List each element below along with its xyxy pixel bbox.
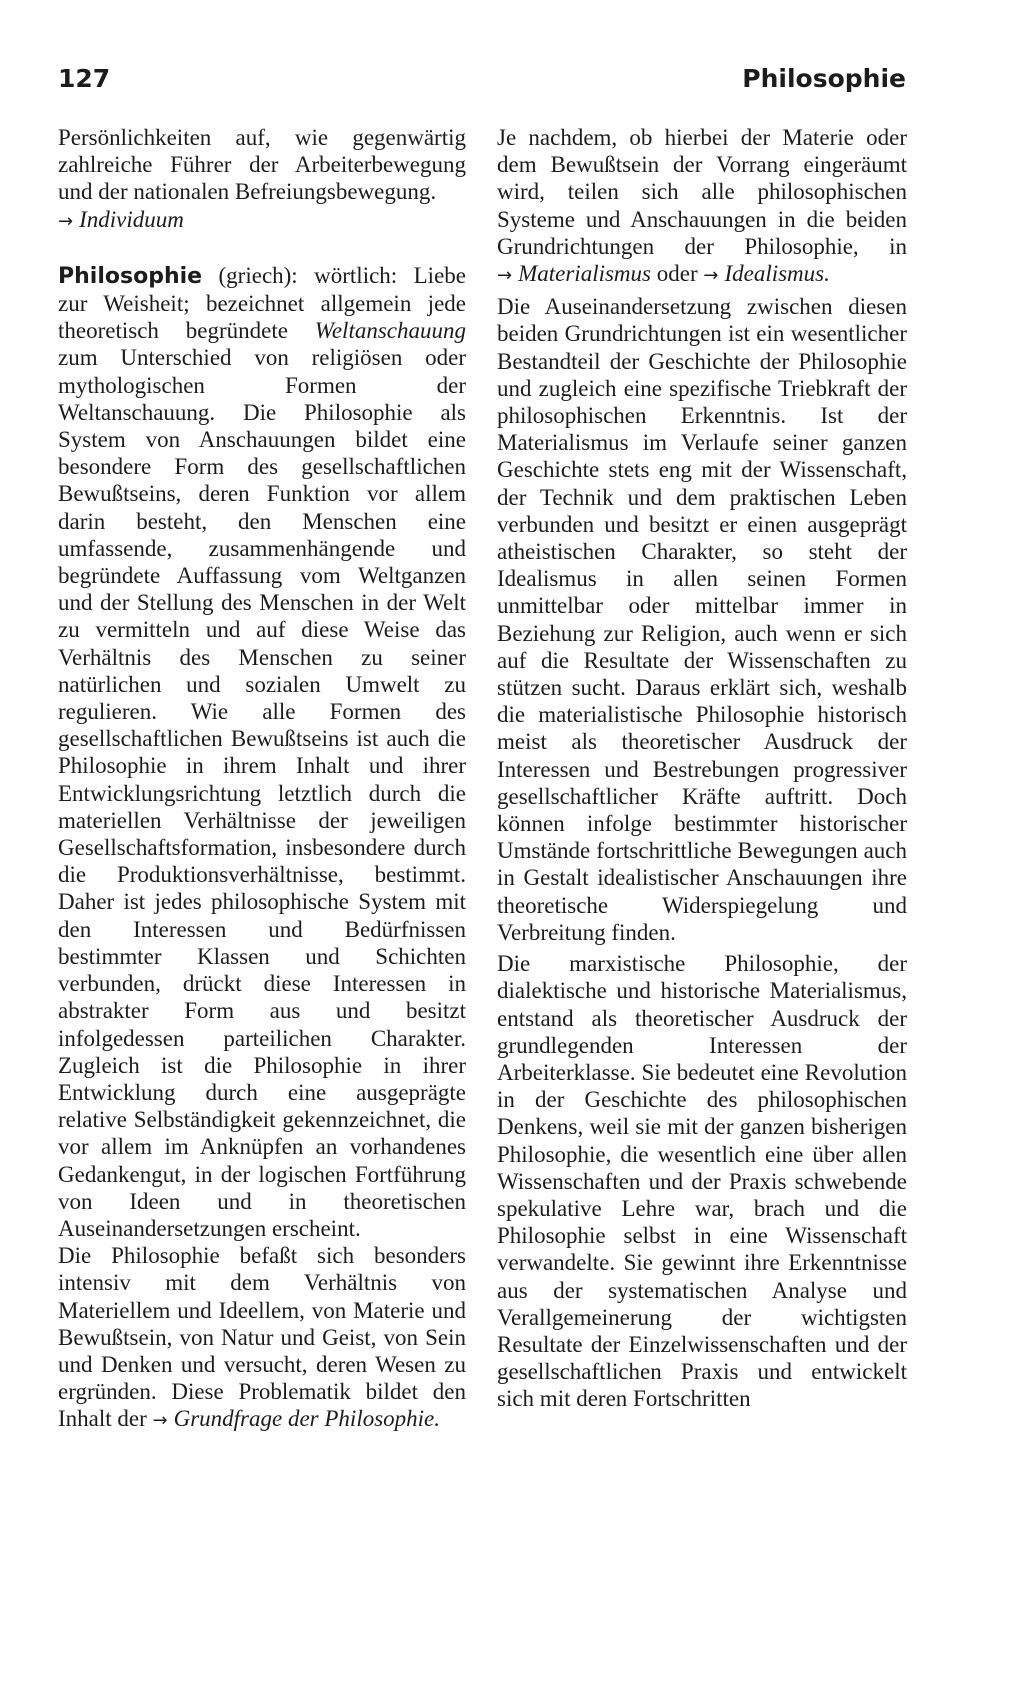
arrow-right-icon: → — [152, 1410, 168, 1432]
xref-materialismus[interactable]: Materialismus — [518, 261, 651, 287]
entry-p1-text-a: (griech): wörtlich: Liebe zur Weisheit; bezeichnet allgemein jede theoretisch begründete — [58, 262, 466, 344]
arrow-right-icon: → — [58, 210, 74, 232]
right-paragraph-1 — [497, 124, 907, 289]
right-p1-text-b: oder — [650, 261, 704, 287]
xref-individuum[interactable]: Individuum — [79, 206, 184, 232]
right-p1-text-a: Je nachdem, ob hierbei der Materie oder dem Bewußtsein der Vorrang eingeräumt wird, teilen sich alle philosophischen Systeme und Anschauungen in die beiden Grundrichtungen der Philosophie, in — [497, 125, 907, 259]
entry-p1-emphasis: Weltanschauung — [314, 318, 466, 344]
running-head: Philosophie — [742, 64, 906, 93]
right-column — [497, 124, 907, 1413]
entry-paragraph-2 — [58, 1242, 466, 1434]
page-header — [58, 64, 906, 104]
entry-spacer — [58, 235, 466, 262]
entry-headword: Philosophie — [58, 263, 203, 289]
cross-reference[interactable] — [58, 206, 466, 235]
xref-grundfrage[interactable]: Grundfrage der Philosophie. — [173, 1406, 441, 1432]
left-column — [58, 124, 466, 1435]
arrow-right-icon: → — [703, 265, 719, 287]
xref-idealismus[interactable]: Idealismus. — [724, 261, 830, 287]
page-number: 127 — [58, 64, 111, 93]
continuation-paragraph: Persönlichkeiten auf, wie gegenwärtig zahlreiche Führer der Arbeiterbewegung und der nationalen Befreiungsbewegung. — [58, 125, 466, 205]
right-paragraph-3: Die marxistische Philosophie, der dialektische und historische Materialismus, entstand als theoretischer Ausdruck der grundlegenden Interessen der Arbeiterklasse. Sie bedeutet eine Revolution in der Geschichte des philosophischen Denkens, weil sie mit der ganzen bisherigen Philosophie, die wesentlich eine über allen Wissenschaften und der Praxis schwebende spekulative Lehre war, brach und die Philosophie selbst in eine Wissenschaft verwandelte. Sie gewinnt ihre Erkenntnisse aus der systematischen Analyse und Verallgemeinerung der wichtigsten Resultate der Einzelwissenschaften und der gesellschaftlichen Praxis und entwickelt sich mit deren Fortschritten — [497, 951, 907, 1412]
entry-p2-text: Die Philosophie befaßt sich besonders intensiv mit dem Verhältnis von Materiellem und Ideellem, von Materie und Bewußtsein, von Natur und Geist, von Sein und Denken und versucht, deren Wesen zu ergründen. Diese Problematik bildet den Inhalt der — [58, 1243, 466, 1432]
arrow-right-icon: → — [497, 265, 513, 287]
entry-paragraph-1 — [58, 262, 466, 1242]
right-paragraph-2: Die Auseinandersetzung zwischen diesen beiden Grundrichtungen ist ein wesentlicher Bestandteil der Geschichte der Philosophie und zugleich eine spezifische Triebkraft der philosophischen Erkenntnis. Ist der Materialismus im Verlaufe seiner ganzen Geschichte stets eng mit der Wissenschaft, der Technik und dem praktischen Leben verbunden und besitzt er einen ausgeprägt atheistischen Charakter, so steht der Idealismus in allen seinen Formen unmittelbar oder mittelbar immer in Beziehung zur Religion, auch wenn er sich auf die Resultate der Wissenschaften zu stützen sucht. Daraus erklärt sich, weshalb die materialistische Philosophie historisch meist als theoretischer Ausdruck der Interessen und Bestrebungen progressiver gesellschaftlicher Kräfte auftritt. Doch können infolge bestimmter historischer Umstände fortschrittliche Bewegungen auch in Gestalt idealistischer Anschauungen ihre theoretische Widerspiegelung und Verbreitung finden. — [497, 294, 907, 945]
entry-p1-text-b: zum Unterschied von religiösen oder mythologischen Formen der Weltanschauung. Die Philosophie als System von Anschauungen bildet eine besondere Form des gesellschaftlichen Bewußtseins, deren Funktion vor allem darin besteht, den Menschen eine umfassende, zusammenhängende und begründete Auffassung vom Weltganzen und der Stellung des Menschen in der Welt zu vermitteln und auf diese Weise das Verhältnis des Menschen zu seiner natürlichen und sozialen Umwelt zu regulieren. Wie alle Formen des gesellschaftlichen Bewußtseins ist auch die Philosophie in ihrem Inhalt und ihrer Entwicklungsrichtung letztlich durch die materiellen Verhältnisse der jeweiligen Gesellschaftsformation, insbesondere durch die Produktionsverhältnisse, bestimmt. Daher ist jedes philosophische System mit den Interessen und Bedürfnissen bestimmter Klassen und Schichten verbunden, drückt diese Interessen in abstrakter Form aus und besitzt infolgedessen parteilichen Charakter. Zugleich ist die Philosophie in ihrer Entwicklung durch eine ausgeprägte relative Selbständigkeit gekennzeichnet, die vor allem im Anknüpfen an vorhandenes Gedankengut, in der logischen Fortführung von Ideen und in theoretischen Auseinandersetzungen erscheint. — [58, 345, 466, 1241]
